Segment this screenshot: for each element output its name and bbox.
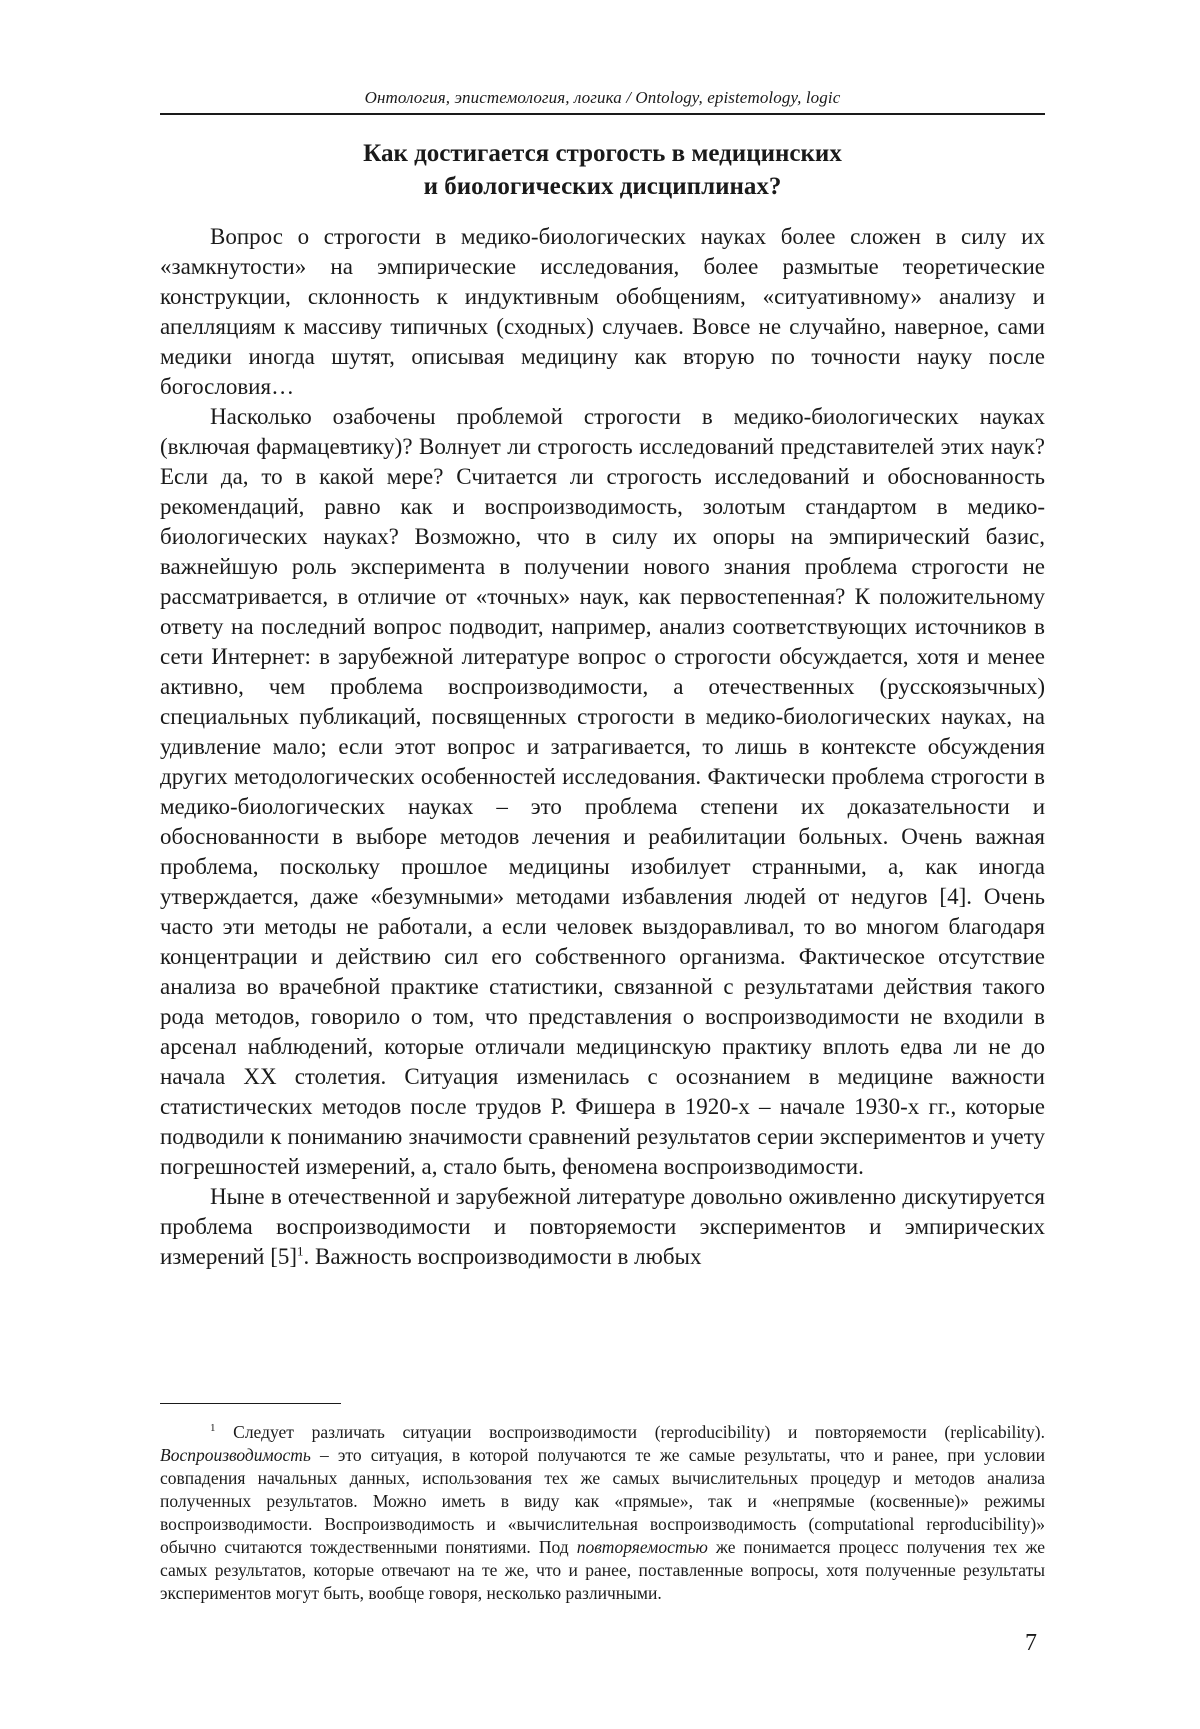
footnote bbox=[160, 1421, 1045, 1605]
paragraph-3-start: Ныне в отечественной и зарубежной литературе довольно оживленно дискутируется проблема воспроизводимости и повторяемости экспериментов и эмпирических измерений [5] bbox=[160, 1184, 1045, 1269]
article-title bbox=[160, 137, 1045, 203]
article-title-line-2: и биологических дисциплинах? bbox=[423, 173, 782, 200]
paragraph-1: Вопрос о строгости в медико-биологических науках более сложен в силу их «замкнутости» на эмпирические исследования, более размытые теоретические конструкции, склонность к индуктивным обобщениям, «ситуативному» анализу и апелляциям к массиву типичных (сходных) случаев. Вовсе не случайно, наверное, сами медики иногда шутят, описывая медицину как вторую по точности науку после богословия… bbox=[160, 224, 1045, 399]
paragraph-2: Насколько озабочены проблемой строгости в медико-биологических науках (включая фармацевтику)? Волнует ли строгость исследований представителей этих наук? Если да, то в какой мере? Считается ли строгость исследований и обоснованность рекомендаций, равно как и воспроизводимость, золотым стандартом в медико-биологических науках? Возможно, что в силу их опоры на эмпирический базис, важнейшую роль эксперимента в получении нового знания проблема строгости не рассматривается, в отличие от «точных» наук, как первостепенная? К положительному ответу на последний вопрос подводит, например, анализ соответствующих источников в сети Интернет: в зарубежной литературе вопрос о строгости обсуждается, хотя и менее активно, чем проблема воспроизводимости, а отечественных (русскоязычных) специальных публикаций, посвященных строгости в медико-биологических науках, на удивление мало; если этот вопрос и затрагивается, то лишь в контексте обсуждения других методологических особенностей исследования. Фактически проблема строгости в медико-биологических науках – это проблема степени их доказательности и обоснованности в выборе методов лечения и реабилитации больных. Очень важная проблема, поскольку прошлое медицины изобилует странными, а, как иногда утверждается, даже «безумными» методами избавления людей от недугов [4]. Очень часто эти методы не работали, а если человек выздоравливал, то во многом благодаря концентрации и действию сил его собственного организма. Фактическое отсутствие анализа во врачебной практике статистики, связанной с результатами действия такого рода методов, говорило о том, что представления о воспроизводимости не входили в арсенал наблюдений, которые отличали медицинскую практику вплоть едва ли не до начала XX столетия. Ситуация изменилась с осознанием в медицине важности статистических методов после трудов Р. Фишера в 1920-х – начале 1930-х гг., которые подводили к пониманию значимости сравнений результатов серии экспериментов и учету погрешностей измерений, а, стало быть, феномена воспроизводимости. bbox=[160, 404, 1045, 1179]
paragraph-3 bbox=[160, 1182, 1045, 1272]
footnote-term-replicability: повторяемостью bbox=[576, 1537, 708, 1557]
footnote-text bbox=[160, 1421, 1045, 1605]
article-body bbox=[160, 222, 1045, 1272]
footnote-rule bbox=[160, 1403, 341, 1404]
footnote-mark: 1 bbox=[210, 1422, 216, 1435]
page-number: 7 bbox=[1025, 1630, 1037, 1656]
footnote-reference[interactable]: 1 bbox=[297, 1243, 304, 1259]
running-head: Онтология, эпистемология, логика / Ontology, epistemology, logic bbox=[364, 88, 841, 107]
footnote-text-a: Следует различать ситуации воспроизводимости (reproducibility) и повторяемости (replicability). bbox=[215, 1422, 1045, 1442]
footnote-text-c: же понимается процесс получения тех же самых результатов, которые отвечают на те же, что и ранее, поставленные вопросы, хотя полученные результаты экспериментов могут быть, вообще говоря, несколько различными. bbox=[160, 1537, 1045, 1603]
journal-page bbox=[160, 0, 1045, 1729]
paragraph-3-end: . Важность воспроизводимости в любых bbox=[303, 1244, 702, 1269]
footnote-term-reproducibility: Воспроизводимость bbox=[160, 1445, 311, 1465]
article-title-line-1: Как достигается строгость в медицинских bbox=[363, 140, 842, 167]
footnote-text-b: – это ситуация, в которой получаются те же самые результаты, что и ранее, при условии совпадения начальных данных, использования тех же самых вычислительных процедур и методов анализа полученных результатов. Можно иметь в виду как «прямые», так и «непрямые (косвенные)» режимы воспроизводимости. Воспроизводимость и «вычислительная воспроизводимость (computational reproducibility)» обычно считаются тождественными понятиями. Под bbox=[160, 1445, 1045, 1557]
header-rule bbox=[160, 113, 1045, 115]
